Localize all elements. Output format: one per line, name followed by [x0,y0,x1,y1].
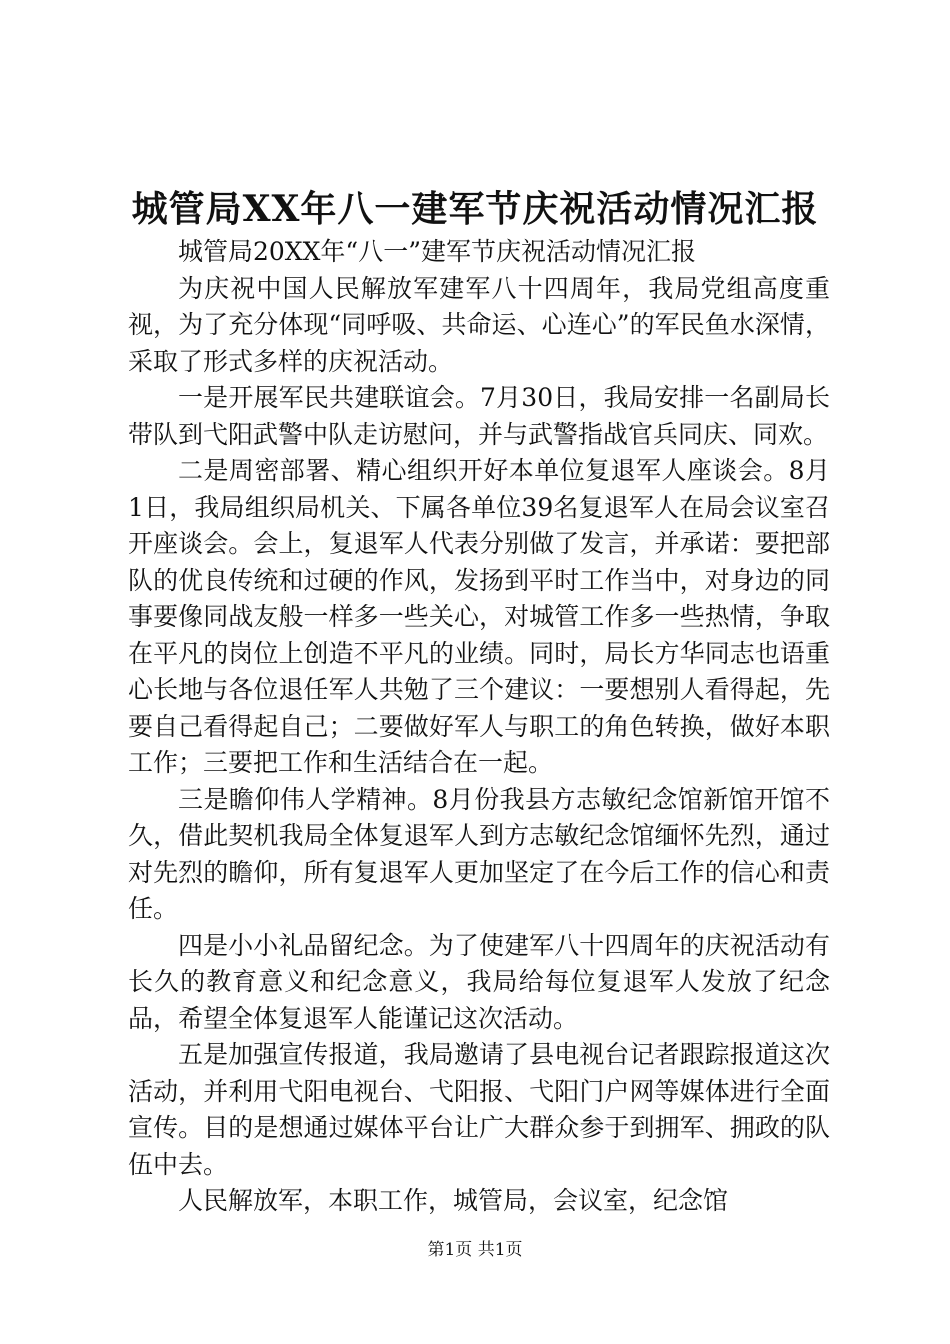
page-number-footer: 第1页 共1页 [427,1240,523,1260]
paragraph-item-3: 三是瞻仰伟人学精神。8月份我县方志敏纪念馆新馆开馆不久，借此契机我局全体复退军人到方志敏纪念馆缅怀先烈，通过对先烈的瞻仰，所有复退军人更加坚定了在今后工作的信心和责任。 [128,784,830,923]
paragraph-item-2: 二是周密部署、精心组织开好本单位复退军人座谈会。8月1日，我局组织局机关、下属各单位39名复退军人在局会议室召开座谈会。会上，复退军人代表分别做了发言，并承诺：要把部队的优良传统和过硬的作风，发扬到平时工作当中，对身边的同事要像同战友般一样多一些关心，对城管工作多一些热情，争取在平凡的岗位上创造不平凡的业绩。同时，局长方华同志也语重心长地与各位退任军人共勉了三个建议：一要想别人看得起，先要自己看得起自己；二要做好军人与职工的角色转换，做好本职工作；三要把工作和生活结合在一起。 [128,456,830,777]
paragraph-item-1: 一是开展军民共建联谊会。7月30日，我局安排一名副局长带队到弋阳武警中队走访慰问，并与武警指战官兵同庆、同欢。 [128,383,830,449]
document-body [128,234,830,1220]
paragraph-item-4: 四是小小礼品留纪念。为了使建军八十四周年的庆祝活动有长久的教育意义和纪念意义，我局给每位复退军人发放了纪念品，希望全体复退军人能谨记这次活动。 [128,930,830,1033]
paragraph-item-5: 五是加强宣传报道，我局邀请了县电视台记者跟踪报道这次活动，并利用弋阳电视台、弋阳报、弋阳门户网等媒体进行全面宣传。目的是想通过媒体平台让广大群众参于到拥军、拥政的队伍中去。 [128,1040,830,1179]
document-title: 城管局XX年八一建军节庆祝活动情况汇报 [131,188,819,230]
paragraph-keywords: 人民解放军，本职工作，城管局，会议室，纪念馆 [178,1186,729,1215]
paragraph-subtitle: 城管局20XX年“八一”建军节庆祝活动情况汇报 [178,237,696,266]
paragraph-intro: 为庆祝中国人民解放军建军八十四周年，我局党组高度重视，为了充分体现“同呼吸、共命运、心连心”的军民鱼水深情，采取了形式多样的庆祝活动。 [128,273,830,376]
